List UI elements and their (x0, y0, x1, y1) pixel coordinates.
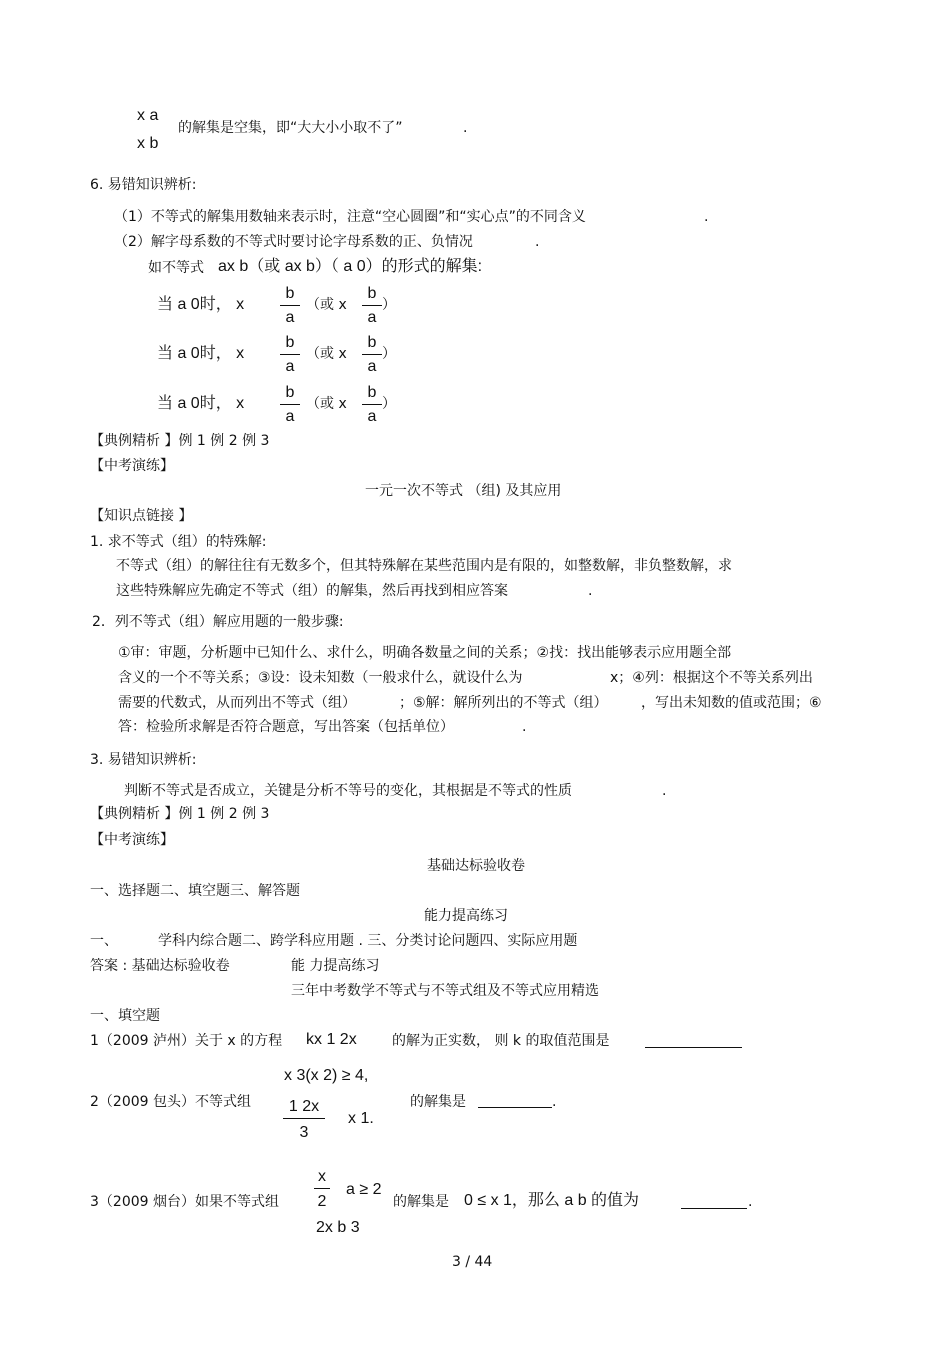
case-1-or-denominator: a (367, 309, 377, 326)
form-expression: ax b（或 ax b）（ a 0）的形式的解集: (218, 258, 483, 275)
examples-heading: 【典例精析 】例 1 例 2 例 3 (90, 433, 270, 449)
q3-condition: 0 ≤ x 1，那么 a b 的值为 (464, 1192, 640, 1209)
case-2-or-denominator: a (367, 358, 377, 375)
sec6-point-2: （2）解字母系数的不等式时要讨论字母系数的正、负情况 (114, 234, 473, 250)
k2-line-3b: ；⑤解：解所列出的不等式（组） (399, 695, 608, 711)
q2-denominator: 3 (299, 1124, 309, 1141)
fraction-bar (362, 404, 382, 405)
parts-2-prefix: 一、 (90, 933, 118, 949)
answers-label-2: 能 力提高练习 (291, 958, 380, 974)
case-1-numerator: b (285, 285, 295, 302)
q3-denominator: 2 (317, 1193, 327, 1210)
q3-solution-label: 的解集是 (393, 1194, 449, 1210)
k1-line-1: 不等式（组）的解往往有无数多个，但其特殊解在某些范围内是有限的，如整数解，非负整数解，求 (116, 558, 732, 574)
page-number: 3 / 44 (452, 1254, 493, 1270)
fraction-bar (314, 1188, 330, 1189)
case-1-lead: 当 a 0时， x (157, 296, 245, 313)
case-3-or: （或 x (306, 396, 347, 412)
answer-blank (478, 1107, 552, 1108)
section-heading-3: 能力提高练习 (424, 908, 508, 924)
period: . (748, 1194, 753, 1210)
q3-numerator: x (318, 1168, 326, 1185)
period: . (552, 1094, 557, 1110)
fraction-bar (362, 305, 382, 306)
q3-row-1: a ≥ 2 (346, 1181, 382, 1198)
answer-blank (681, 1208, 747, 1209)
examples-heading-2: 【典例精析 】例 1 例 2 例 3 (90, 806, 270, 822)
section-heading: 一元一次不等式 （组) 及其应用 (365, 483, 562, 499)
q1-stem-2: 的解为正实数， 则 k 的取值范围是 (392, 1033, 610, 1049)
case-3-numerator: b (285, 384, 295, 401)
k2-line-3a: 需要的代数式，从而列出不等式（组） (118, 695, 356, 711)
case-1-denominator: a (285, 309, 295, 326)
system-row-1: x a (137, 107, 159, 124)
case-3-lead: 当 a 0时， x (157, 395, 245, 412)
q2-row-2: x 1. (348, 1110, 374, 1127)
k3-line-1: 判断不等式是否成立，关键是分析不等号的变化，其根据是不等式的性质 (124, 783, 572, 799)
k1-line-2: 这些特殊解应先确定不等式（组）的解集，然后再找到相应答案 (116, 583, 508, 599)
k2-line-2b: x；④列：根据这个不等关系列出 (610, 670, 813, 686)
k2-line-4: 答：检验所求解是否符合题意，写出答案（包括单位） (118, 719, 454, 735)
case-1-or: （或 x (306, 297, 347, 313)
knowledge-link-heading: 【知识点链接 】 (90, 508, 193, 524)
section-heading-2: 基础达标验收卷 (427, 858, 525, 874)
empty-set-note: 的解集是空集，即“大大小小取不了” (178, 120, 403, 136)
case-3-or-denominator: a (367, 408, 377, 425)
case-3-or-numerator: b (367, 384, 377, 401)
section-6-title: 6. 易错知识辨析: (90, 177, 197, 193)
answer-blank (645, 1047, 742, 1048)
practice-heading-2: 【中考演练】 (90, 832, 174, 848)
fraction-bar (280, 305, 300, 306)
fraction-bar (362, 354, 382, 355)
case-2-or: （或 x (306, 346, 347, 362)
system-row-2: x b (137, 135, 159, 152)
answers-label: 答案 : 基础达标验收卷 (90, 958, 230, 974)
case-2-denominator: a (285, 358, 295, 375)
k2-title: 2．列不等式（组）解应用题的一般步骤: (92, 614, 344, 630)
k1-title: 1. 求不等式（组）的特殊解: (90, 534, 267, 550)
period: . (535, 234, 540, 250)
period: . (522, 719, 527, 735)
q2-stem: 2（2009 包头）不等式组 (90, 1094, 251, 1110)
case-3-close: ） (382, 396, 396, 412)
fraction-bar (280, 404, 300, 405)
fraction-bar (283, 1118, 325, 1119)
period: . (662, 783, 667, 799)
fill-in-title: 一、填空题 (90, 1008, 160, 1024)
sec6-point-1: （1）不等式的解集用数轴来表示时，注意“空心圆圈”和“实心点”的不同含义 (114, 209, 586, 225)
form-intro: 如不等式 (148, 260, 204, 276)
period: . (463, 120, 468, 136)
k3-title: 3. 易错知识辨析: (90, 752, 197, 768)
q3-stem: 3（2009 烟台）如果不等式组 (90, 1194, 279, 1210)
case-2-or-numerator: b (367, 334, 377, 351)
q2-solution-label: 的解集是 (410, 1094, 466, 1110)
k2-line-1: ①审：审题，分析题中已知什么、求什么，明确各数量之间的关系；②找：找出能够表示应用题全部 (118, 645, 732, 661)
parts-2-list: 学科内综合题二、跨学科应用题 . 三、分类讨论问题四、实际应用题 (158, 933, 578, 949)
section-heading-4: 三年中考数学不等式与不等式组及不等式应用精选 (291, 983, 599, 999)
k2-line-3c: ，写出未知数的值或范围；⑥ (641, 695, 822, 711)
q3-row-2: 2x b 3 (316, 1219, 360, 1236)
case-2-lead: 当 a 0时， x (157, 345, 245, 362)
case-2-close: ） (382, 346, 396, 362)
q1-equation: kx 1 2x (306, 1031, 357, 1048)
case-2-numerator: b (285, 334, 295, 351)
question-types: 一、选择题二、填空题三、解答题 (90, 883, 300, 899)
q2-row-1: x 3(x 2) ≥ 4, (284, 1067, 369, 1084)
k2-line-2a: 含义的一个不等关系；③设：设未知数（一般求什么，就设什么为 (118, 670, 523, 686)
period: . (588, 583, 593, 599)
period: . (704, 209, 709, 225)
case-3-denominator: a (285, 408, 295, 425)
q2-numerator: 1 2x (288, 1098, 320, 1115)
case-1-or-numerator: b (367, 285, 377, 302)
fraction-bar (280, 354, 300, 355)
practice-heading: 【中考演练】 (90, 458, 174, 474)
case-1-close: ） (382, 297, 396, 313)
q1-stem: 1（2009 泸州）关于 x 的方程 (90, 1033, 283, 1049)
